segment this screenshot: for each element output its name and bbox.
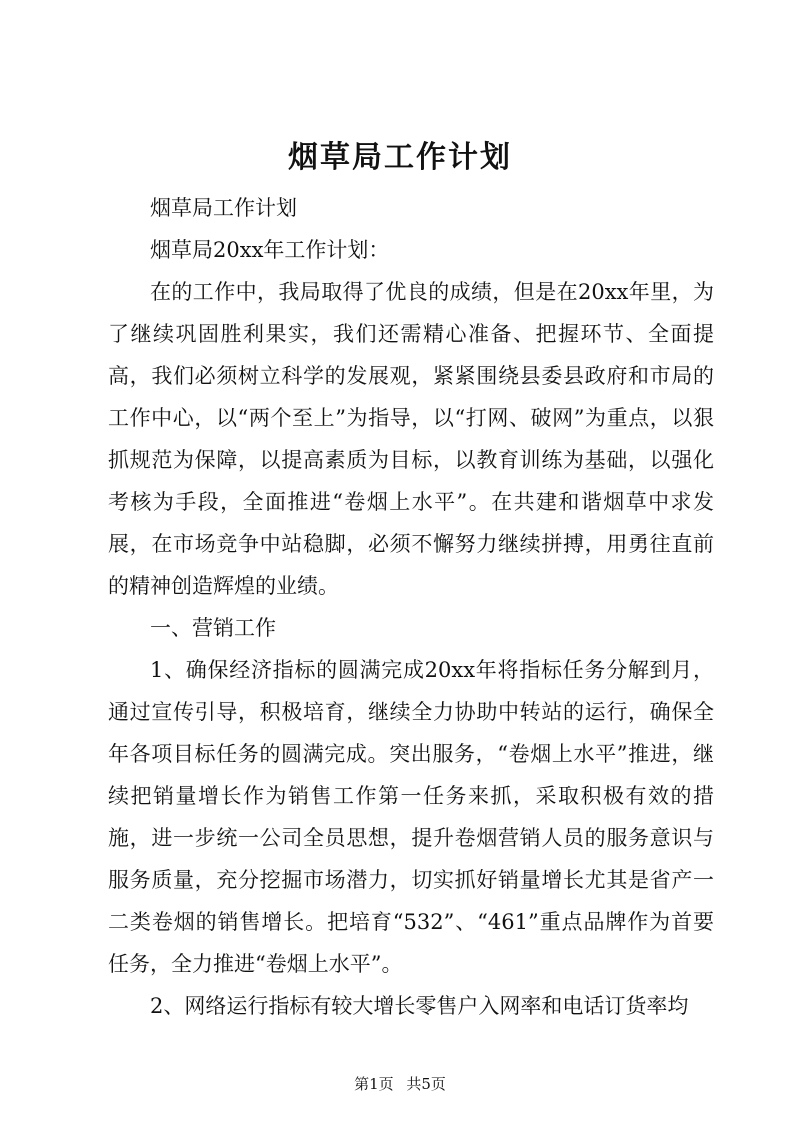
page-number: 第1页 bbox=[354, 1075, 394, 1093]
paragraph-item-1: 1、确保经济指标的圆满完成20xx年将指标任务分解到月，通过宣传引导，积极培育，继续全力协助中转站的运行，确保全年各项目标任务的圆满完成。突出服务，“卷烟上水平”推进，继续把销量增长作为销售工作第一任务来抓，采取积极有效的措施，进一步统一公司全员思想，提升卷烟营销人员的服务意识与服务质量，充分挖掘市场潜力，切实抓好销量增长尤其是省产一二类卷烟的销售增长。把培育“532”、“461”重点品牌作为首要任务，全力推进“卷烟上水平”。 bbox=[108, 658, 714, 976]
page-total: 共5页 bbox=[406, 1075, 446, 1093]
section-heading-marketing: 一、营销工作 bbox=[150, 616, 276, 640]
paragraph-introduction: 在的工作中，我局取得了优良的成绩，但是在20xx年里，为了继续巩固胜利果实，我们还需精心准备、把握环节、全面提高，我们必须树立科学的发展观，紧紧围绕县委县政府和市局的工作中心，以“两个至上”为指导，以“打网、破网”为重点，以狠抓规范为保障，以提高素质为目标，以教育训练为基础，以强化考核为手段，全面推进“卷烟上水平”。在共建和谐烟草中求发展，在市场竞争中站稳脚，必须不懈努力继续拼搏，用勇往直前的精神创造辉煌的业绩。 bbox=[108, 280, 714, 598]
paragraph-plan-heading: 烟草局20xx年工作计划： bbox=[150, 238, 390, 262]
document-title: 烟草局工作计划 bbox=[288, 140, 512, 175]
document-body bbox=[108, 187, 714, 1027]
paragraph-item-2: 2、网络运行指标有较大增长零售户入网率和电话订货率均 bbox=[150, 994, 689, 1018]
page-footer bbox=[0, 1074, 800, 1094]
paragraph-subtitle: 烟草局工作计划 bbox=[150, 196, 297, 220]
